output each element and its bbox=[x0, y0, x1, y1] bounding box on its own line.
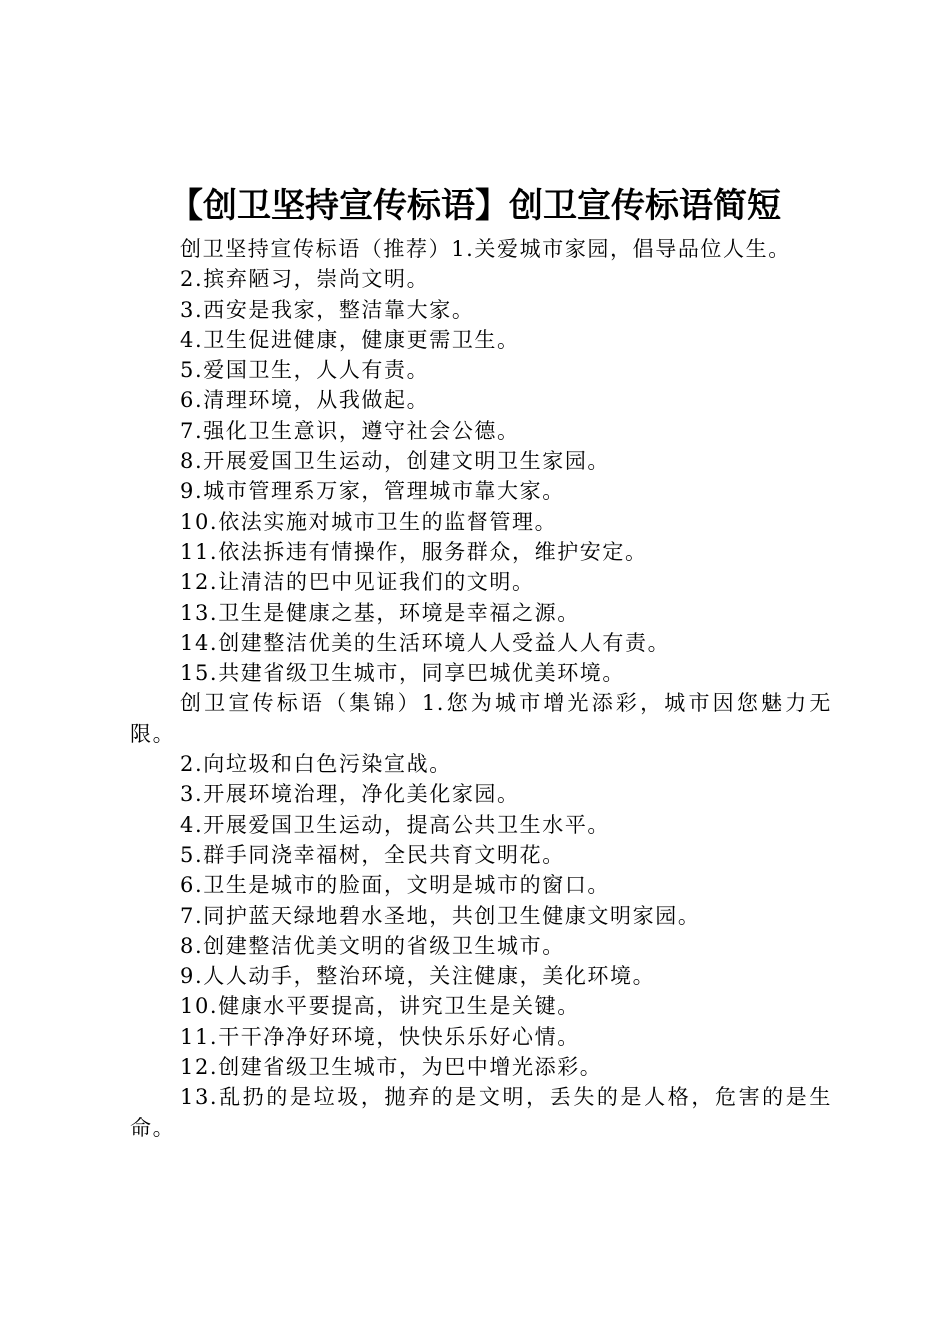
paragraph: 创卫宣传标语（集锦）1.您为城市增光添彩，城市因您魅力无限。 bbox=[130, 691, 832, 746]
paragraph: 5.爱国卫生，人人有责。 bbox=[180, 358, 430, 383]
paragraph: 13.乱扔的是垃圾，抛弃的是文明，丢失的是人格，危害的是生命。 bbox=[130, 1085, 832, 1140]
paragraph: 10.依法实施对城市卫生的监督管理。 bbox=[180, 509, 558, 534]
paragraph: 5.群手同浇幸福树，全民共育文明花。 bbox=[180, 842, 565, 867]
paragraph: 9.城市管理系万家，管理城市靠大家。 bbox=[180, 479, 565, 504]
paragraph: 7.同护蓝天绿地碧水圣地，共创卫生健康文明家园。 bbox=[180, 903, 701, 928]
paragraph: 13.卫生是健康之基，环境是幸福之源。 bbox=[180, 600, 580, 625]
paragraph: 3.西安是我家，整洁靠大家。 bbox=[180, 297, 475, 322]
paragraph: 4.开展爱国卫生运动，提高公共卫生水平。 bbox=[180, 812, 611, 837]
paragraph: 11.依法拆违有情操作，服务群众，维护安定。 bbox=[180, 539, 648, 564]
paragraph: 3.开展环境治理，净化美化家园。 bbox=[180, 782, 520, 807]
paragraph: 14.创建整洁优美的生活环境人人受益人人有责。 bbox=[180, 630, 671, 655]
paragraph: 8.开展爱国卫生运动，创建文明卫生家园。 bbox=[180, 449, 611, 474]
paragraph: 12.创建省级卫生城市，为巴中增光添彩。 bbox=[180, 1055, 603, 1080]
paragraph: 6.卫生是城市的脸面，文明是城市的窗口。 bbox=[180, 873, 611, 898]
paragraph: 2.摈弃陋习，崇尚文明。 bbox=[180, 267, 430, 292]
paragraph: 8.创建整洁优美文明的省级卫生城市。 bbox=[180, 933, 565, 958]
paragraph: 12.让清洁的巴中见证我们的文明。 bbox=[180, 570, 535, 595]
paragraph: 6.清理环境，从我做起。 bbox=[180, 388, 430, 413]
paragraph: 创卫坚持宣传标语（推荐）1.关爱城市家园，倡导品位人生。 bbox=[180, 237, 791, 261]
paragraph: 4.卫生促进健康，健康更需卫生。 bbox=[180, 327, 520, 352]
paragraph: 7.强化卫生意识，遵守社会公德。 bbox=[180, 418, 520, 443]
paragraph: 2.向垃圾和白色污染宣战。 bbox=[180, 752, 452, 777]
paragraph: 11.干干净净好环境，快快乐乐好心情。 bbox=[180, 1024, 580, 1049]
paragraph: 15.共建省级卫生城市，同享巴城优美环境。 bbox=[180, 661, 625, 686]
paragraph: 10.健康水平要提高，讲究卫生是关键。 bbox=[180, 994, 580, 1019]
paragraph: 9.人人动手，整治环境，关注健康，美化环境。 bbox=[180, 964, 656, 989]
document-title: 【创卫坚持宣传标语】创卫宣传标语简短 bbox=[169, 186, 781, 226]
document-body bbox=[130, 234, 832, 1143]
